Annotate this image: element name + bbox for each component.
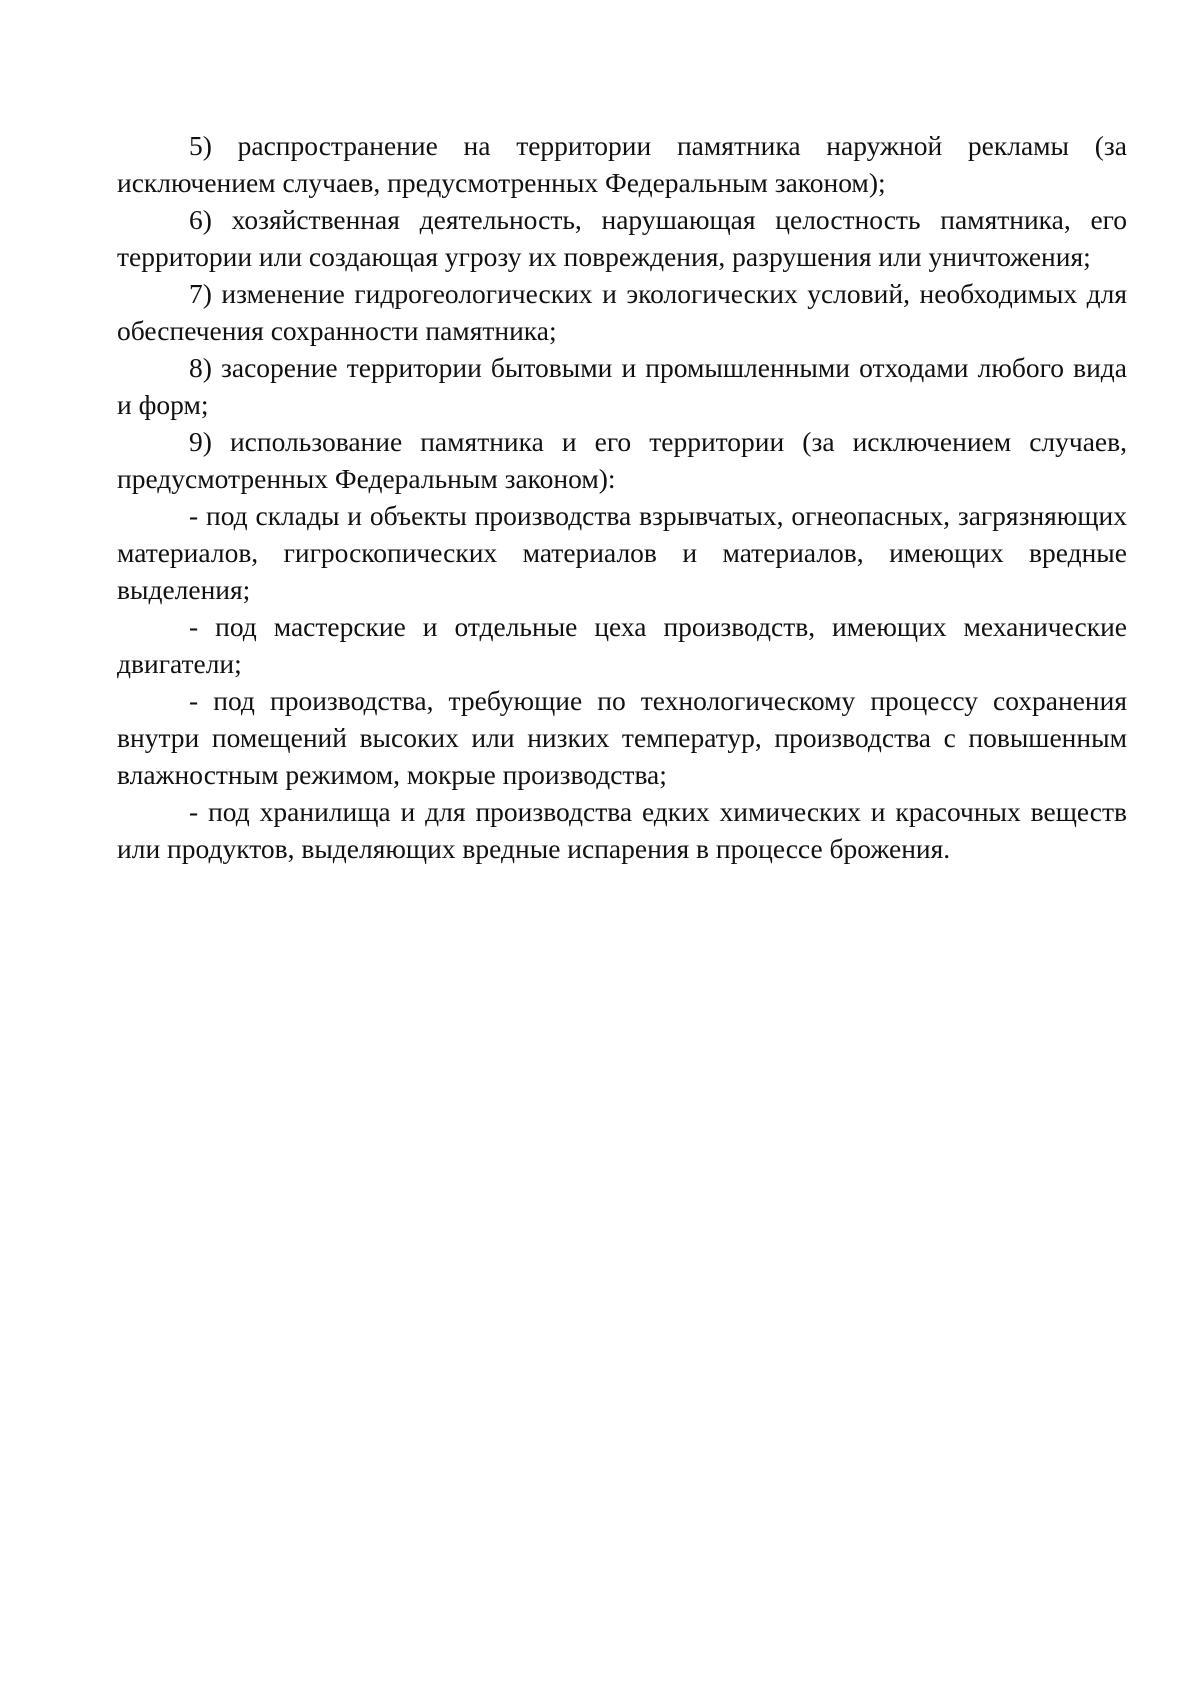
paragraph-dash-item-workshops: - под мастерские и отдельные цеха производств, имеющих механические двигатели; [117,611,1127,679]
paragraph-dash-item-warehouses: - под склады и объекты производства взрывчатых, огнеопасных, загрязняющих материалов, гигроскопических материалов и материалов, имеющих вредные выделения; [117,500,1127,605]
paragraph-item-9: 9) использование памятника и его территории (за исключением случаев, предусмотренных Федеральным законом): [117,426,1127,494]
paragraph-item-7: 7) изменение гидрогеологических и экологических условий, необходимых для обеспечения сохранности памятника; [117,278,1127,346]
paragraph-dash-item-temperature-production: - под производства, требующие по технологическому процессу сохранения внутри помещений высоких или низких температур, производства с повышенным влажностным режимом, мокрые производства; [117,685,1127,790]
paragraph-item-8: 8) засорение территории бытовыми и промышленными отходами любого вида и форм; [117,352,1127,420]
paragraph-dash-item-storage: - под хранилища и для производства едких химических и красочных веществ или продуктов, выделяющих вредные испарения в процессе брожения. [117,796,1127,864]
paragraph-item-5: 5) распространение на территории памятника наружной рекламы (за исключением случаев, предусмотренных Федеральным законом); [117,130,1127,198]
document-body [117,127,1127,867]
paragraph-item-6: 6) хозяйственная деятельность, нарушающая целостность памятника, его территории или создающая угрозу их повреждения, разрушения или уничтожения; [117,204,1127,272]
